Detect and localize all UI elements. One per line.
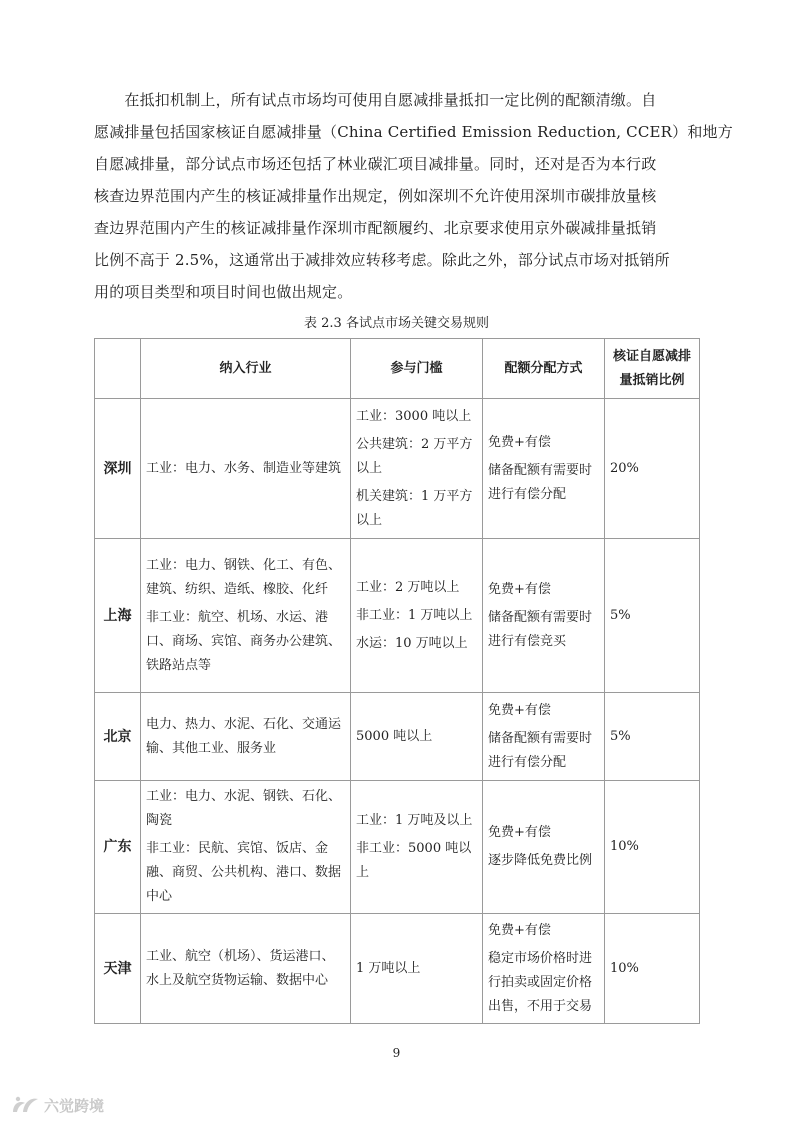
paragraph-line: 在抵扣机制上，所有试点市场均可使用自愿减排量抵扣一定比例的配额清缴。自	[94, 91, 657, 109]
industries-text: 工业、航空（机场）、货运港口、水上及航空货物运输、数据中心	[146, 948, 335, 988]
allocation-text: 免费+有偿	[488, 581, 551, 597]
city-cell: 上海	[95, 539, 141, 693]
allocation-cell	[483, 693, 605, 781]
industries-text: 非工业：航空、机场、水运、港口、商场、宾馆、商务办公建筑、铁路站点等	[146, 609, 342, 673]
header-offset-line: 量抵销比例	[619, 372, 685, 388]
sprout-logo-icon	[10, 1094, 40, 1116]
body-paragraph	[94, 84, 733, 308]
threshold-text: 1 万吨以上	[356, 960, 421, 976]
threshold-text: 机关建筑：1 万平方以上	[356, 488, 473, 528]
offset-ratio-cell: 10%	[605, 781, 700, 914]
industries-text: 工业：电力、水泥、钢铁、石化、陶瓷	[146, 789, 342, 828]
industries-cell	[141, 781, 351, 914]
header-allocation: 配额分配方式	[483, 339, 605, 399]
industries-cell	[141, 399, 351, 539]
trading-rules-table	[94, 338, 700, 1024]
table-row	[95, 914, 700, 1024]
allocation-text: 免费+有偿	[488, 922, 551, 938]
header-threshold: 参与门槛	[351, 339, 483, 399]
header-city	[95, 339, 141, 399]
offset-ratio-cell: 5%	[605, 693, 700, 781]
industries-cell	[141, 539, 351, 693]
allocation-text: 稳定市场价格时进行拍卖或固定价格出售，不用于交易	[488, 950, 593, 1014]
watermark-text: 六觉跨境	[44, 1096, 105, 1115]
threshold-cell	[351, 399, 483, 539]
table-row	[95, 399, 700, 539]
threshold-text: 水运：10 万吨以上	[356, 635, 468, 651]
paragraph-line: 核查边界范围内产生的核证减排量作出规定，例如深圳不允许使用深圳市碳排放量核	[94, 187, 657, 205]
threshold-text: 5000 吨以上	[356, 728, 433, 744]
allocation-cell	[483, 399, 605, 539]
allocation-text: 逐步降低免费比例	[488, 853, 593, 868]
threshold-text: 工业：2 万吨以上	[356, 579, 460, 595]
allocation-text: 免费+有偿	[488, 434, 551, 450]
allocation-text: 储备配额有需要时进行有偿分配	[488, 462, 593, 502]
threshold-text: 非工业：1 万吨以上	[356, 607, 473, 623]
table-row	[95, 539, 700, 693]
city-cell: 广东	[95, 781, 141, 914]
allocation-text: 免费+有偿	[488, 825, 551, 840]
offset-ratio-cell: 5%	[605, 539, 700, 693]
threshold-text: 公共建筑：2 万平方以上	[356, 436, 473, 476]
allocation-cell	[483, 539, 605, 693]
threshold-cell	[351, 539, 483, 693]
allocation-text: 储备配额有需要时进行有偿竞买	[488, 609, 593, 649]
threshold-cell	[351, 693, 483, 781]
threshold-text: 非工业：5000 吨以上	[356, 841, 472, 880]
threshold-cell	[351, 914, 483, 1024]
table-header-row	[95, 339, 700, 399]
paragraph-line: 比例不高于 2.5%，这通常出于减排效应转移考虑。除此之外，部分试点市场对抵销所	[94, 251, 670, 269]
offset-ratio-cell: 20%	[605, 399, 700, 539]
offset-ratio-cell: 10%	[605, 914, 700, 1024]
industries-text: 电力、热力、水泥、石化、交通运输、其他工业、服务业	[146, 716, 342, 756]
page-number: 9	[392, 1046, 401, 1060]
paragraph-line: 用的项目类型和项目时间也做出规定。	[94, 283, 353, 301]
table-row	[95, 693, 700, 781]
city-cell: 天津	[95, 914, 141, 1024]
threshold-text: 工业：1 万吨及以上	[356, 813, 473, 828]
header-offset-line: 核证自愿减排	[612, 348, 691, 364]
allocation-text: 免费+有偿	[488, 702, 551, 718]
city-cell: 北京	[95, 693, 141, 781]
table-caption: 表 2.3 各试点市场关键交易规则	[304, 316, 489, 331]
industries-text: 工业：电力、钢铁、化工、有色、建筑、纺织、造纸、橡胶、化纤	[146, 557, 342, 597]
threshold-cell	[351, 781, 483, 914]
paragraph-line: 自愿减排量，部分试点市场还包括了林业碳汇项目减排量。同时，还对是否为本行政	[94, 155, 657, 173]
industries-cell	[141, 693, 351, 781]
industries-text: 非工业：民航、宾馆、饭店、金融、商贸、公共机构、港口、数据中心	[146, 841, 342, 904]
threshold-text: 工业：3000 吨以上	[356, 408, 472, 424]
header-industries: 纳入行业	[141, 339, 351, 399]
city-cell: 深圳	[95, 399, 141, 539]
allocation-cell	[483, 914, 605, 1024]
allocation-cell	[483, 781, 605, 914]
paragraph-line: 查边界范围内产生的核证减排量作深圳市配额履约、北京要求使用京外碳减排量抵销	[94, 219, 657, 237]
industries-cell	[141, 914, 351, 1024]
header-offset-ratio	[605, 339, 700, 399]
table-row	[95, 781, 700, 914]
industries-text: 工业：电力、水务、制造业等建筑	[146, 460, 342, 476]
watermark	[10, 1094, 104, 1116]
paragraph-line: 愿减排量包括国家核证自愿减排量（China Certified Emission Reduction, CCER）和地方	[94, 123, 733, 141]
allocation-text: 储备配额有需要时进行有偿分配	[488, 730, 593, 770]
